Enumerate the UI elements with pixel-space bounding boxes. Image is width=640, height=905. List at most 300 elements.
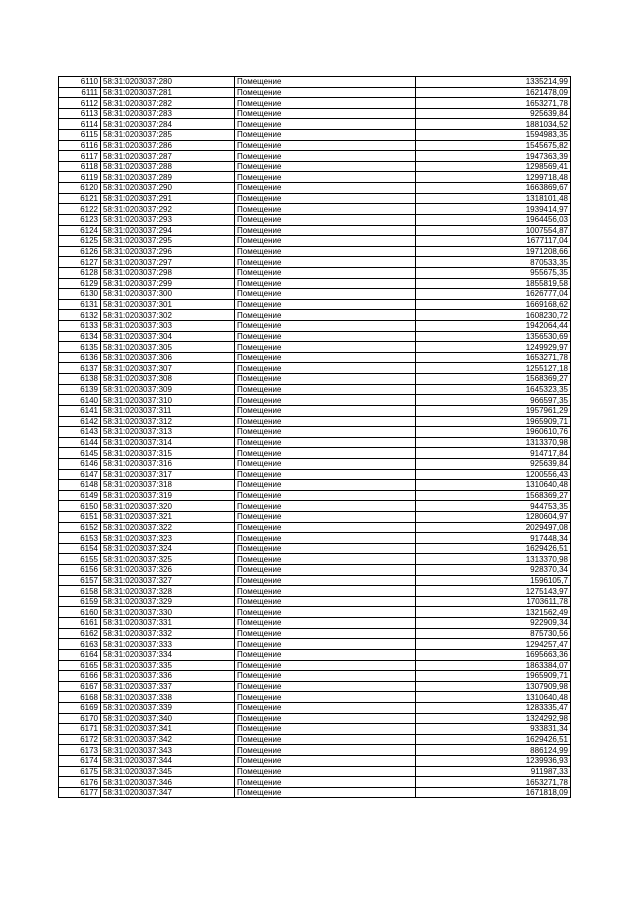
object-type-cell: Помещение (235, 766, 416, 777)
cadastral-number-cell: 58:31:0203037:308 (101, 374, 235, 385)
cadastral-number-cell: 58:31:0203037:284 (101, 119, 235, 130)
table-row (59, 299, 571, 310)
row-number-cell: 6129 (59, 278, 101, 289)
cadastral-number-cell: 58:31:0203037:323 (101, 533, 235, 544)
table-row (59, 522, 571, 533)
cadastral-number-cell: 58:31:0203037:293 (101, 214, 235, 225)
row-number-cell: 6118 (59, 161, 101, 172)
cadastral-number-cell: 58:31:0203037:328 (101, 586, 235, 597)
cadastral-value-cell: 1645323,35 (416, 384, 571, 395)
row-number-cell: 6147 (59, 469, 101, 480)
object-type-cell: Помещение (235, 724, 416, 735)
cadastral-value-cell: 1283335,47 (416, 702, 571, 713)
row-number-cell: 6163 (59, 639, 101, 650)
table-row (59, 384, 571, 395)
object-type-cell: Помещение (235, 183, 416, 194)
row-number-cell: 6164 (59, 649, 101, 660)
row-number-cell: 6137 (59, 363, 101, 374)
row-number-cell: 6110 (59, 77, 101, 88)
row-number-cell: 6141 (59, 405, 101, 416)
table-row (59, 108, 571, 119)
cadastral-number-cell: 58:31:0203037:295 (101, 236, 235, 247)
cadastral-value-cell: 1957961,29 (416, 405, 571, 416)
object-type-cell: Помещение (235, 119, 416, 130)
cadastral-number-cell: 58:31:0203037:287 (101, 151, 235, 162)
row-number-cell: 6150 (59, 501, 101, 512)
cadastral-value-cell: 1249929,97 (416, 342, 571, 353)
table-row (59, 331, 571, 342)
cadastral-number-cell: 58:31:0203037:342 (101, 734, 235, 745)
row-number-cell: 6121 (59, 193, 101, 204)
object-type-cell: Помещение (235, 702, 416, 713)
table-row (59, 501, 571, 512)
table-row (59, 511, 571, 522)
object-type-cell: Помещение (235, 310, 416, 321)
cadastral-value-cell: 1313370,98 (416, 554, 571, 565)
table-row (59, 427, 571, 438)
cadastral-value-cell: 1629426,51 (416, 543, 571, 554)
cadastral-number-cell: 58:31:0203037:343 (101, 745, 235, 756)
object-type-cell: Помещение (235, 586, 416, 597)
object-type-cell: Помещение (235, 87, 416, 98)
row-number-cell: 6126 (59, 246, 101, 257)
cadastral-value-cell: 966597,35 (416, 395, 571, 406)
cadastral-value-cell: 1298569,41 (416, 161, 571, 172)
cadastral-number-cell: 58:31:0203037:305 (101, 342, 235, 353)
table-row (59, 374, 571, 385)
row-number-cell: 6171 (59, 724, 101, 735)
object-type-cell: Помещение (235, 437, 416, 448)
table-row (59, 448, 571, 459)
object-type-cell: Помещение (235, 204, 416, 215)
cadastral-number-cell: 58:31:0203037:302 (101, 310, 235, 321)
cadastral-number-cell: 58:31:0203037:310 (101, 395, 235, 406)
cadastral-number-cell: 58:31:0203037:304 (101, 331, 235, 342)
row-number-cell: 6112 (59, 98, 101, 109)
cadastral-value-cell: 1275143,97 (416, 586, 571, 597)
row-number-cell: 6168 (59, 692, 101, 703)
cadastral-number-cell: 58:31:0203037:299 (101, 278, 235, 289)
cadastral-number-cell: 58:31:0203037:312 (101, 416, 235, 427)
cadastral-value-cell: 1965909,71 (416, 416, 571, 427)
object-type-cell: Помещение (235, 458, 416, 469)
table-row (59, 586, 571, 597)
cadastral-number-cell: 58:31:0203037:298 (101, 267, 235, 278)
table-row (59, 172, 571, 183)
table-row (59, 724, 571, 735)
cadastral-number-cell: 58:31:0203037:297 (101, 257, 235, 268)
cadastral-value-cell: 1299718,48 (416, 172, 571, 183)
cadastral-value-cell: 1608230,72 (416, 310, 571, 321)
cadastral-number-cell: 58:31:0203037:334 (101, 649, 235, 660)
cadastral-value-cell: 1621478,09 (416, 87, 571, 98)
row-number-cell: 6143 (59, 427, 101, 438)
table-row (59, 161, 571, 172)
table-row (59, 225, 571, 236)
cadastral-number-cell: 58:31:0203037:292 (101, 204, 235, 215)
table-row (59, 236, 571, 247)
object-type-cell: Помещение (235, 734, 416, 745)
table-row (59, 469, 571, 480)
cadastral-value-cell: 1318101,48 (416, 193, 571, 204)
row-number-cell: 6145 (59, 448, 101, 459)
row-number-cell: 6133 (59, 321, 101, 332)
object-type-cell: Помещение (235, 607, 416, 618)
table-row (59, 777, 571, 788)
row-number-cell: 6122 (59, 204, 101, 215)
object-type-cell: Помещение (235, 671, 416, 682)
object-type-cell: Помещение (235, 374, 416, 385)
object-type-cell: Помещение (235, 448, 416, 459)
table-row (59, 342, 571, 353)
cadastral-value-cell: 870533,35 (416, 257, 571, 268)
row-number-cell: 6111 (59, 87, 101, 98)
cadastral-value-cell: 944753,35 (416, 501, 571, 512)
table-row (59, 352, 571, 363)
table-row (59, 734, 571, 745)
cadastral-value-cell: 1594983,35 (416, 130, 571, 141)
object-type-cell: Помещение (235, 713, 416, 724)
object-type-cell: Помещение (235, 77, 416, 88)
table-row (59, 214, 571, 225)
object-type-cell: Помещение (235, 596, 416, 607)
cadastral-value-cell: 925639,84 (416, 108, 571, 119)
table-row (59, 87, 571, 98)
object-type-cell: Помещение (235, 289, 416, 300)
object-type-cell: Помещение (235, 151, 416, 162)
row-number-cell: 6157 (59, 575, 101, 586)
row-number-cell: 6114 (59, 119, 101, 130)
cadastral-value-table (58, 76, 571, 798)
row-number-cell: 6156 (59, 565, 101, 576)
object-type-cell: Помещение (235, 405, 416, 416)
row-number-cell: 6123 (59, 214, 101, 225)
object-type-cell: Помещение (235, 480, 416, 491)
cadastral-value-cell: 1703611,78 (416, 596, 571, 607)
cadastral-number-cell: 58:31:0203037:301 (101, 299, 235, 310)
cadastral-value-cell: 1947363,39 (416, 151, 571, 162)
object-type-cell: Помещение (235, 649, 416, 660)
object-type-cell: Помещение (235, 511, 416, 522)
cadastral-number-cell: 58:31:0203037:322 (101, 522, 235, 533)
row-number-cell: 6155 (59, 554, 101, 565)
row-number-cell: 6136 (59, 352, 101, 363)
table-row (59, 660, 571, 671)
cadastral-value-cell: 1960610,76 (416, 427, 571, 438)
row-number-cell: 6117 (59, 151, 101, 162)
row-number-cell: 6177 (59, 787, 101, 798)
cadastral-value-cell: 1568369,27 (416, 490, 571, 501)
row-number-cell: 6173 (59, 745, 101, 756)
cadastral-number-cell: 58:31:0203037:303 (101, 321, 235, 332)
object-type-cell: Помещение (235, 533, 416, 544)
table-row (59, 554, 571, 565)
cadastral-number-cell: 58:31:0203037:344 (101, 756, 235, 767)
row-number-cell: 6167 (59, 681, 101, 692)
cadastral-number-cell: 58:31:0203037:315 (101, 448, 235, 459)
object-type-cell: Помещение (235, 787, 416, 798)
cadastral-number-cell: 58:31:0203037:307 (101, 363, 235, 374)
cadastral-number-cell: 58:31:0203037:331 (101, 618, 235, 629)
cadastral-number-cell: 58:31:0203037:296 (101, 246, 235, 257)
table-row (59, 565, 571, 576)
cadastral-number-cell: 58:31:0203037:330 (101, 607, 235, 618)
object-type-cell: Помещение (235, 543, 416, 554)
cadastral-value-cell: 933831,34 (416, 724, 571, 735)
cadastral-number-cell: 58:31:0203037:311 (101, 405, 235, 416)
object-type-cell: Помещение (235, 575, 416, 586)
table-row (59, 321, 571, 332)
cadastral-value-cell: 1568369,27 (416, 374, 571, 385)
table-row (59, 77, 571, 88)
object-type-cell: Помещение (235, 628, 416, 639)
cadastral-number-cell: 58:31:0203037:339 (101, 702, 235, 713)
cadastral-number-cell: 58:31:0203037:347 (101, 787, 235, 798)
object-type-cell: Помещение (235, 490, 416, 501)
object-type-cell: Помещение (235, 278, 416, 289)
object-type-cell: Помещение (235, 98, 416, 109)
object-type-cell: Помещение (235, 639, 416, 650)
cadastral-value-cell: 1939414,97 (416, 204, 571, 215)
row-number-cell: 6125 (59, 236, 101, 247)
cadastral-number-cell: 58:31:0203037:327 (101, 575, 235, 586)
object-type-cell: Помещение (235, 522, 416, 533)
table-row (59, 437, 571, 448)
table-row (59, 713, 571, 724)
row-number-cell: 6169 (59, 702, 101, 713)
object-type-cell: Помещение (235, 384, 416, 395)
table-row (59, 490, 571, 501)
table-row (59, 596, 571, 607)
cadastral-number-cell: 58:31:0203037:281 (101, 87, 235, 98)
cadastral-value-cell: 1677117,04 (416, 236, 571, 247)
object-type-cell: Помещение (235, 193, 416, 204)
cadastral-number-cell: 58:31:0203037:326 (101, 565, 235, 576)
cadastral-value-cell: 1324292,98 (416, 713, 571, 724)
row-number-cell: 6153 (59, 533, 101, 544)
cadastral-value-cell: 1626777,04 (416, 289, 571, 300)
cadastral-number-cell: 58:31:0203037:341 (101, 724, 235, 735)
cadastral-number-cell: 58:31:0203037:324 (101, 543, 235, 554)
cadastral-value-cell: 911987,33 (416, 766, 571, 777)
cadastral-number-cell: 58:31:0203037:291 (101, 193, 235, 204)
table-row (59, 310, 571, 321)
cadastral-number-cell: 58:31:0203037:319 (101, 490, 235, 501)
table-row (59, 692, 571, 703)
table-row (59, 607, 571, 618)
cadastral-value-cell: 1964456,03 (416, 214, 571, 225)
cadastral-number-cell: 58:31:0203037:325 (101, 554, 235, 565)
table-row (59, 267, 571, 278)
cadastral-number-cell: 58:31:0203037:329 (101, 596, 235, 607)
cadastral-number-cell: 58:31:0203037:332 (101, 628, 235, 639)
cadastral-value-cell: 2029497,08 (416, 522, 571, 533)
table-row (59, 246, 571, 257)
cadastral-number-cell: 58:31:0203037:318 (101, 480, 235, 491)
cadastral-value-cell: 925639,84 (416, 458, 571, 469)
table-row (59, 98, 571, 109)
object-type-cell: Помещение (235, 214, 416, 225)
table-row (59, 702, 571, 713)
cadastral-number-cell: 58:31:0203037:289 (101, 172, 235, 183)
cadastral-value-cell: 1653271,78 (416, 777, 571, 788)
row-number-cell: 6151 (59, 511, 101, 522)
cadastral-value-cell: 1310640,48 (416, 692, 571, 703)
table-row (59, 681, 571, 692)
object-type-cell: Помещение (235, 660, 416, 671)
object-type-cell: Помещение (235, 565, 416, 576)
cadastral-number-cell: 58:31:0203037:306 (101, 352, 235, 363)
cadastral-value-cell: 1280604,97 (416, 511, 571, 522)
row-number-cell: 6176 (59, 777, 101, 788)
row-number-cell: 6132 (59, 310, 101, 321)
table-row (59, 458, 571, 469)
row-number-cell: 6172 (59, 734, 101, 745)
row-number-cell: 6162 (59, 628, 101, 639)
table-row (59, 480, 571, 491)
table-row (59, 766, 571, 777)
row-number-cell: 6148 (59, 480, 101, 491)
table-row (59, 140, 571, 151)
object-type-cell: Помещение (235, 745, 416, 756)
cadastral-number-cell: 58:31:0203037:321 (101, 511, 235, 522)
table-row (59, 618, 571, 629)
cadastral-value-cell: 1695663,36 (416, 649, 571, 660)
object-type-cell: Помещение (235, 416, 416, 427)
table-row (59, 119, 571, 130)
object-type-cell: Помещение (235, 501, 416, 512)
object-type-cell: Помещение (235, 257, 416, 268)
object-type-cell: Помещение (235, 395, 416, 406)
cadastral-value-cell: 1307909,98 (416, 681, 571, 692)
row-number-cell: 6124 (59, 225, 101, 236)
row-number-cell: 6159 (59, 596, 101, 607)
cadastral-value-cell: 1335214,99 (416, 77, 571, 88)
cadastral-value-cell: 1863384,07 (416, 660, 571, 671)
table-row (59, 193, 571, 204)
row-number-cell: 6142 (59, 416, 101, 427)
cadastral-value-cell: 1007554,87 (416, 225, 571, 236)
row-number-cell: 6116 (59, 140, 101, 151)
row-number-cell: 6131 (59, 299, 101, 310)
table-row (59, 183, 571, 194)
object-type-cell: Помещение (235, 161, 416, 172)
cadastral-value-cell: 1942064,44 (416, 321, 571, 332)
object-type-cell: Помещение (235, 352, 416, 363)
row-number-cell: 6135 (59, 342, 101, 353)
table-row (59, 533, 571, 544)
row-number-cell: 6161 (59, 618, 101, 629)
object-type-cell: Помещение (235, 777, 416, 788)
cadastral-value-cell: 1971208,66 (416, 246, 571, 257)
table-row (59, 543, 571, 554)
cadastral-value-cell: 1313370,98 (416, 437, 571, 448)
row-number-cell: 6113 (59, 108, 101, 119)
object-type-cell: Помещение (235, 342, 416, 353)
cadastral-value-cell: 1663869,67 (416, 183, 571, 194)
cadastral-number-cell: 58:31:0203037:336 (101, 671, 235, 682)
row-number-cell: 6139 (59, 384, 101, 395)
row-number-cell: 6149 (59, 490, 101, 501)
row-number-cell: 6134 (59, 331, 101, 342)
cadastral-number-cell: 58:31:0203037:309 (101, 384, 235, 395)
cadastral-number-cell: 58:31:0203037:280 (101, 77, 235, 88)
cadastral-value-cell: 914717,84 (416, 448, 571, 459)
object-type-cell: Помещение (235, 108, 416, 119)
object-type-cell: Помещение (235, 172, 416, 183)
table-row (59, 575, 571, 586)
cadastral-value-cell: 917448,34 (416, 533, 571, 544)
row-number-cell: 6175 (59, 766, 101, 777)
row-number-cell: 6130 (59, 289, 101, 300)
row-number-cell: 6115 (59, 130, 101, 141)
row-number-cell: 6160 (59, 607, 101, 618)
cadastral-value-cell: 1671818,09 (416, 787, 571, 798)
object-type-cell: Помещение (235, 321, 416, 332)
cadastral-number-cell: 58:31:0203037:335 (101, 660, 235, 671)
row-number-cell: 6140 (59, 395, 101, 406)
cadastral-number-cell: 58:31:0203037:294 (101, 225, 235, 236)
row-number-cell: 6154 (59, 543, 101, 554)
row-number-cell: 6144 (59, 437, 101, 448)
table-row (59, 363, 571, 374)
row-number-cell: 6138 (59, 374, 101, 385)
cadastral-value-cell: 1653271,78 (416, 98, 571, 109)
table-row (59, 628, 571, 639)
row-number-cell: 6174 (59, 756, 101, 767)
cadastral-value-cell: 886124,99 (416, 745, 571, 756)
table-row (59, 204, 571, 215)
cadastral-number-cell: 58:31:0203037:338 (101, 692, 235, 703)
object-type-cell: Помещение (235, 427, 416, 438)
cadastral-number-cell: 58:31:0203037:333 (101, 639, 235, 650)
table-row (59, 787, 571, 798)
row-number-cell: 6119 (59, 172, 101, 183)
cadastral-value-cell: 1545675,82 (416, 140, 571, 151)
cadastral-number-cell: 58:31:0203037:314 (101, 437, 235, 448)
table-row (59, 416, 571, 427)
cadastral-value-cell: 1965909,71 (416, 671, 571, 682)
cadastral-number-cell: 58:31:0203037:286 (101, 140, 235, 151)
table-row (59, 405, 571, 416)
object-type-cell: Помещение (235, 681, 416, 692)
cadastral-value-cell: 1294257,47 (416, 639, 571, 650)
cadastral-number-cell: 58:31:0203037:283 (101, 108, 235, 119)
cadastral-number-cell: 58:31:0203037:316 (101, 458, 235, 469)
table-row (59, 130, 571, 141)
row-number-cell: 6158 (59, 586, 101, 597)
cadastral-value-cell: 1255127,18 (416, 363, 571, 374)
object-type-cell: Помещение (235, 140, 416, 151)
object-type-cell: Помещение (235, 554, 416, 565)
object-type-cell: Помещение (235, 236, 416, 247)
row-number-cell: 6127 (59, 257, 101, 268)
row-number-cell: 6146 (59, 458, 101, 469)
table-row (59, 639, 571, 650)
table-row (59, 278, 571, 289)
cadastral-value-cell: 1321562,49 (416, 607, 571, 618)
cadastral-number-cell: 58:31:0203037:285 (101, 130, 235, 141)
table-row (59, 649, 571, 660)
table-row (59, 151, 571, 162)
cadastral-value-cell: 875730,56 (416, 628, 571, 639)
object-type-cell: Помещение (235, 363, 416, 374)
cadastral-value-cell: 1310640,48 (416, 480, 571, 491)
table-row (59, 289, 571, 300)
cadastral-value-cell: 922909,34 (416, 618, 571, 629)
cadastral-number-cell: 58:31:0203037:320 (101, 501, 235, 512)
table-body (59, 77, 571, 798)
